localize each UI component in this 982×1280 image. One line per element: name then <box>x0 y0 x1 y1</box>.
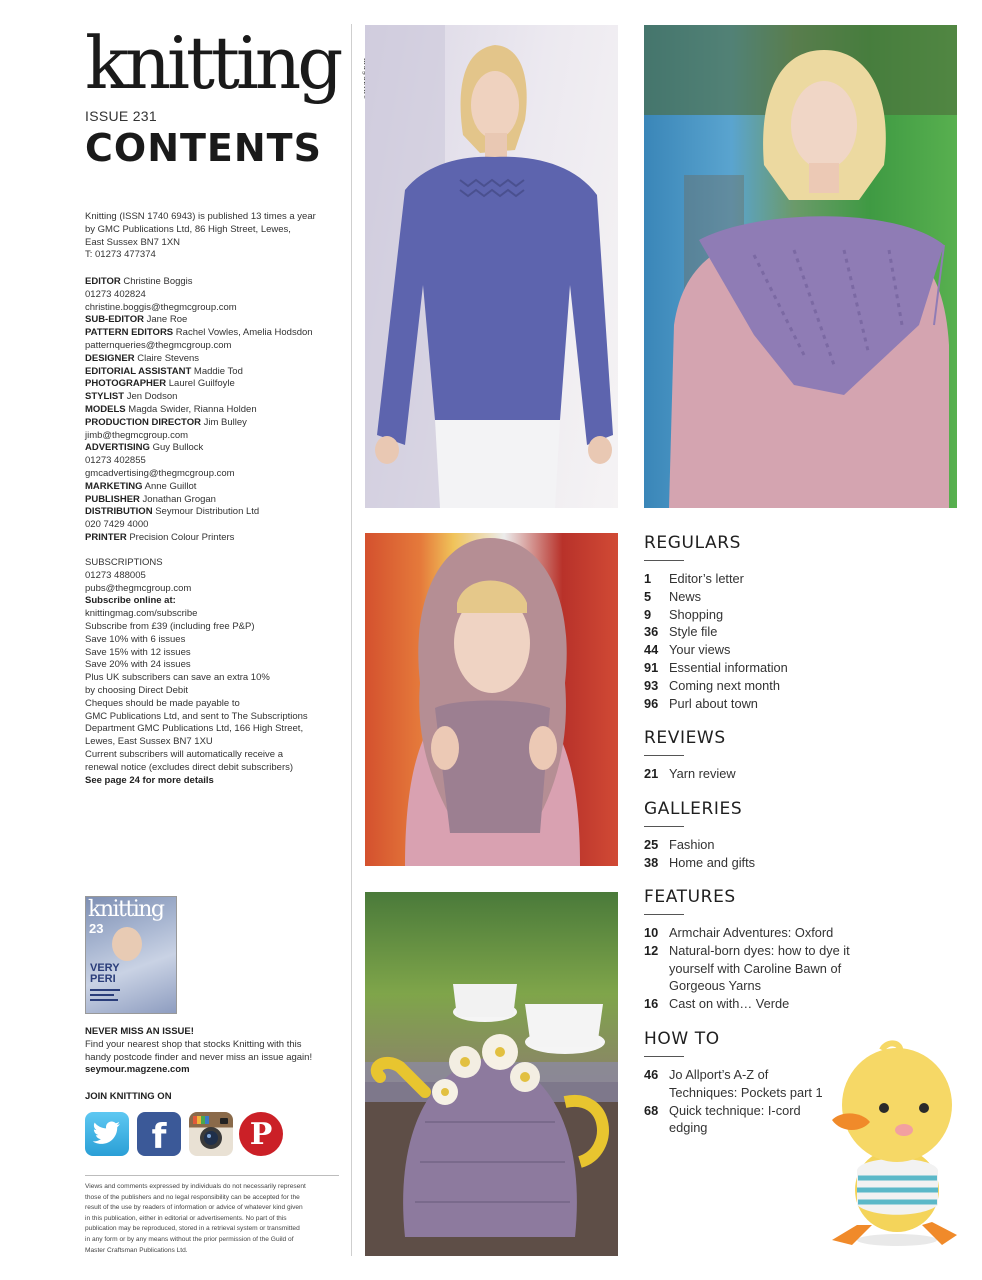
staff-credit-line <box>85 430 335 443</box>
never-miss-title: NEVER MISS AN ISSUE! <box>85 1026 194 1037</box>
legal-disclaimer <box>85 1182 341 1256</box>
staff-value: Laurel Guilfoyle <box>168 378 235 390</box>
staff-value[interactable]: gmcadvertising@thegmcgroup.com <box>85 467 235 479</box>
jumper-model-illustration <box>365 25 618 508</box>
publisher-line: East Sussex BN7 1XN <box>85 236 181 248</box>
staff-credit-line <box>85 468 335 481</box>
section-title: REGULARS <box>644 533 742 553</box>
publisher-line: by GMC Publications Ltd, 86 High Street, Lewes, <box>85 223 291 235</box>
subscription-line: Department GMC Publications Ltd, 166 High Street, <box>85 723 304 735</box>
photo-lace-shawl <box>644 25 957 508</box>
staff-credit-line <box>85 302 335 315</box>
subscription-line: Lewes, East Sussex BN7 1XU <box>85 736 213 748</box>
toc-page-number: 36 <box>644 624 659 640</box>
staff-credit-line <box>85 404 335 417</box>
staff-value: Claire Stevens <box>137 352 200 364</box>
toc-entry[interactable] <box>644 570 944 588</box>
staff-value: Jonathan Grogan <box>142 493 216 505</box>
toc-entry[interactable] <box>644 924 869 942</box>
cover-model-image <box>112 927 142 961</box>
staff-role: DESIGNER <box>85 352 135 364</box>
toc-list <box>644 1066 839 1137</box>
staff-credit-line <box>85 442 335 455</box>
toc-page-number: 21 <box>644 766 659 781</box>
subscription-line: Subscribe from £39 (including free P&P) <box>85 620 255 632</box>
masthead-block <box>85 22 340 170</box>
staff-value: 020 7429 4000 <box>85 519 149 531</box>
staff-role: STYLIST <box>85 391 125 403</box>
toc-entry[interactable] <box>644 765 944 783</box>
toc-entry[interactable] <box>644 659 944 677</box>
staff-role: ADVERTISING <box>85 442 150 454</box>
subscription-line: by choosing Direct Debit <box>85 684 188 696</box>
subscriptions-title: SUBSCRIPTIONS <box>85 557 163 568</box>
staff-value: Jim Bulley <box>203 416 247 428</box>
cover-title: knitting <box>88 897 164 922</box>
toc-entry[interactable] <box>644 836 944 854</box>
toc-page-number: 44 <box>644 642 659 658</box>
staff-credit-line <box>85 276 335 289</box>
toc-page-number: 1 <box>644 571 652 586</box>
staff-value: 01273 402855 <box>85 455 146 467</box>
toc-list <box>644 836 944 872</box>
staff-credit-line <box>85 519 335 532</box>
toc-entry-title: Yarn review <box>669 766 736 781</box>
pinterest-icon[interactable] <box>239 1112 283 1156</box>
toc-entry-title: Fashion <box>669 837 715 852</box>
section-rule <box>644 914 684 915</box>
toc-entry[interactable] <box>644 588 944 606</box>
toc-page-number: 96 <box>644 695 659 711</box>
cover-issue-number: 23 <box>89 921 104 936</box>
never-miss-block <box>85 1026 335 1077</box>
toc-page-number: 10 <box>644 925 659 940</box>
column-divider <box>351 24 352 1256</box>
instagram-camera-glyph <box>189 1112 233 1156</box>
toc-entry[interactable] <box>644 995 869 1013</box>
subscription-line: renewal notice (excludes direct debit subscribers) <box>85 761 294 773</box>
subscription-line: Current subscribers will automatically receive a <box>85 748 283 760</box>
toc-entry-title: Style file <box>669 624 718 640</box>
staff-role: MARKETING <box>85 480 143 492</box>
toc-entry[interactable] <box>644 677 944 695</box>
subscription-line: Save 10% with 6 issues <box>85 633 186 645</box>
toc-list <box>644 570 944 712</box>
toc-entry-title: Coming next month <box>669 677 780 693</box>
cover-thumbnail[interactable] <box>85 896 177 1014</box>
toc-entry-title: Natural-born dyes: how to dye it yourself with Caroline Bawn of Gorgeous Yarns <box>669 942 850 994</box>
section-rule <box>644 1056 684 1057</box>
section-rule <box>644 826 684 827</box>
subscription-line: Plus UK subscribers can save an extra 10% <box>85 672 270 684</box>
staff-credit-line <box>85 532 335 545</box>
toc-entry-title: Jo Allport’s A-Z of Techniques: Pockets part 1 <box>669 1067 823 1100</box>
photo-lilac-jumper <box>365 25 618 508</box>
shawl-model-illustration <box>644 25 957 508</box>
toc-page-number: 68 <box>644 1102 659 1118</box>
toc-page-number: 38 <box>644 854 659 870</box>
staff-credit-line <box>85 366 335 379</box>
section-title: GALLERIES <box>644 799 743 819</box>
subscription-line: Cheques should be made payable to <box>85 697 240 709</box>
staff-role: DISTRIBUTION <box>85 506 153 518</box>
publisher-info <box>85 211 335 262</box>
staff-role: EDITOR <box>85 276 121 287</box>
twitter-icon[interactable] <box>85 1112 129 1156</box>
staff-credit-line <box>85 327 335 340</box>
staff-credit-line <box>85 455 335 468</box>
cover-text-line <box>90 994 114 996</box>
toc-entry-title: News <box>669 588 701 604</box>
staff-value: Maddie Tod <box>193 365 243 377</box>
staff-credit-line <box>85 391 335 404</box>
staff-credit-line <box>85 378 335 391</box>
subscriptions-lines <box>85 608 335 774</box>
toc-page-number: 46 <box>644 1067 659 1082</box>
toc-entry-title: Purl about town <box>669 695 758 711</box>
logo-title: knitting <box>85 21 340 105</box>
toc-entry[interactable] <box>644 1102 839 1138</box>
staff-role: EDITORIAL ASSISTANT <box>85 365 192 377</box>
subscription-line: Save 15% with 12 issues <box>85 646 191 658</box>
magazine-logo <box>85 22 340 104</box>
toc-entry-title: Home and gifts <box>669 854 756 870</box>
facebook-f-glyph: f <box>151 1117 167 1157</box>
staff-value: Christine Boggis <box>123 276 193 287</box>
section-regulars <box>644 532 944 712</box>
disclaimer-line: Views and comments expressed by individuals do not necessarily represent <box>85 1183 306 1190</box>
toc-entry-title: Cast on with… Verde <box>669 996 790 1012</box>
staff-role: MODELS <box>85 403 126 415</box>
cover-text-line <box>90 989 120 991</box>
page-title: CONTENTS <box>85 126 322 170</box>
shop-finder-link[interactable]: seymour.magzene.com <box>85 1064 190 1076</box>
instagram-icon[interactable] <box>189 1112 233 1156</box>
staff-role: PUBLISHER <box>85 493 140 505</box>
toc-page-number: 91 <box>644 659 659 675</box>
crochet-chick-image <box>812 1040 962 1255</box>
toc-entry-title: Armchair Adventures: Oxford <box>669 925 834 940</box>
toc-list <box>644 924 869 1013</box>
subscribe-online-label: Subscribe online at: <box>85 595 176 607</box>
subscription-line: knittingmag.com/subscribe <box>85 608 198 620</box>
pinterest-p-glyph: P <box>249 1116 273 1152</box>
facebook-icon[interactable] <box>137 1112 181 1156</box>
staff-credit-line <box>85 353 335 366</box>
staff-value[interactable]: patternqueries@thegmcgroup.com <box>85 339 232 351</box>
staff-value: Precision Colour Printers <box>129 531 235 543</box>
toc-page-number: 16 <box>644 996 659 1012</box>
staff-credit-line <box>85 340 335 353</box>
disclaimer-line: publication may be reproduced, stored in a retrieval system or transmitted <box>85 1225 300 1233</box>
staff-value: Seymour Distribution Ltd <box>155 506 260 518</box>
issue-number: ISSUE 231 <box>85 108 157 124</box>
subscription-line: Save 20% with 24 issues <box>85 659 191 671</box>
staff-value: Rachel Vowles, Amelia Hodsdon <box>175 327 313 339</box>
section-rule <box>644 560 684 561</box>
staff-credit-line <box>85 417 335 430</box>
disclaimer-line: Master Craftsman Publications Ltd. <box>85 1246 188 1254</box>
photo-tea-cosy <box>365 892 618 1256</box>
staff-role: PHOTOGRAPHER <box>85 378 167 390</box>
staff-value: Anne Guillot <box>144 480 197 492</box>
subscriptions-block <box>85 557 335 787</box>
section-how-to <box>644 1028 839 1137</box>
staff-role: PATTERN EDITORS <box>85 327 174 339</box>
toc-entry[interactable] <box>644 1066 839 1102</box>
staff-value: 01273 402824 <box>85 288 146 300</box>
staff-value: Guy Bullock <box>152 442 204 454</box>
toc-page-number: 9 <box>644 606 652 622</box>
toc-entry[interactable] <box>644 695 944 713</box>
toc-entry[interactable] <box>644 854 944 872</box>
toc-page-number: 5 <box>644 588 652 604</box>
toc-entry-title: Editor’s letter <box>669 571 744 586</box>
staff-role: PRODUCTION DIRECTOR <box>85 416 201 428</box>
disclaimer-line: result of the use by readers of information or advice of whatever kind given <box>85 1204 303 1212</box>
twitter-bird-glyph <box>92 1121 122 1147</box>
toc-list <box>644 765 944 783</box>
section-features <box>644 886 944 1013</box>
tea-cosy-illustration <box>365 892 618 1256</box>
join-label: JOIN KNITTING ON <box>85 1091 172 1102</box>
toc-entry[interactable] <box>644 641 944 659</box>
toc-entry[interactable] <box>644 623 944 641</box>
staff-credit-line <box>85 506 335 519</box>
staff-value[interactable]: jimb@thegmcgroup.com <box>85 429 189 441</box>
staff-value: Jane Roe <box>146 314 188 326</box>
subscriptions-email[interactable]: pubs@thegmcgroup.com <box>85 582 192 594</box>
staff-credits <box>85 276 335 545</box>
staff-credit-line <box>85 314 335 327</box>
toc-entry-title: Your views <box>669 642 731 658</box>
section-title: FEATURES <box>644 887 736 907</box>
section-rule <box>644 755 684 756</box>
disclaimer-line: those of the publishers and no legal responsibility can be accepted for the <box>85 1193 300 1201</box>
disclaimer-line: in any form or by any means without the prior permission of the Guild of <box>85 1235 294 1243</box>
disclaimer-line: in this publication, either in editorial or advertisements. No part of this <box>85 1214 287 1222</box>
pinterest-circle <box>239 1112 283 1156</box>
staff-role: SUB-EDITOR <box>85 314 144 326</box>
staff-credit-line <box>85 494 335 507</box>
toc-entry-title: Quick technique: I-cord edging <box>669 1102 801 1136</box>
section-title: HOW TO <box>644 1029 720 1049</box>
publisher-line: T: 01273 477374 <box>85 249 156 261</box>
section-galleries <box>644 798 944 872</box>
toc-page-number: 25 <box>644 837 659 852</box>
see-page-note: See page 24 for more details <box>85 774 214 786</box>
toc-entry-title: Essential information <box>669 659 788 675</box>
toc-entry-title: Shopping <box>669 606 724 622</box>
staff-value[interactable]: christine.boggis@thegmcgroup.com <box>85 301 237 313</box>
toc-entry[interactable] <box>644 606 944 624</box>
subscription-line: GMC Publications Ltd, and sent to The Subscriptions <box>85 710 308 722</box>
never-miss-line: handy postcode finder and never miss an issue again! <box>85 1051 313 1063</box>
photo-hooded-cowl <box>365 533 618 866</box>
chick-illustration <box>812 1040 962 1255</box>
cowl-model-illustration <box>365 533 618 866</box>
staff-credit-line <box>85 481 335 494</box>
subscriptions-phone: 01273 488005 <box>85 569 146 581</box>
staff-role: PRINTER <box>85 531 127 543</box>
never-miss-line: Find your nearest shop that stocks Knitting with this <box>85 1038 302 1050</box>
staff-value: Jen Dodson <box>126 391 178 403</box>
toc-page-number: 93 <box>644 677 659 693</box>
staff-value: Magda Swider, Rianna Holden <box>128 403 257 415</box>
section-reviews <box>644 727 944 783</box>
disclaimer-divider <box>85 1175 339 1176</box>
toc-page-number: 12 <box>644 942 659 958</box>
cover-tagline: VERY PERI <box>90 962 120 985</box>
staff-credit-line <box>85 289 335 302</box>
section-title: REVIEWS <box>644 728 726 748</box>
toc-entry[interactable] <box>644 942 869 995</box>
cover-text-line <box>90 999 118 1001</box>
publisher-line: Knitting (ISSN 1740 6943) is published 13 times a year <box>85 211 316 222</box>
